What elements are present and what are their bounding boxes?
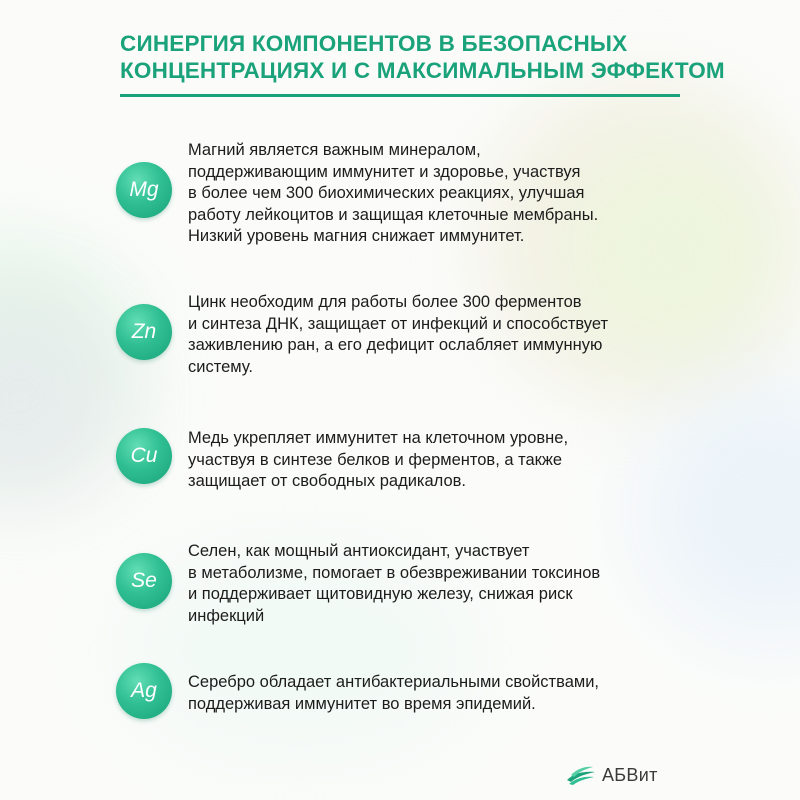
page-title	[120, 30, 740, 84]
mineral-badge-se: Se	[116, 553, 172, 609]
description-line: Магний является важным минералом,	[188, 141, 481, 159]
description-line: Цинк необходим для работы более 300 ферментов	[188, 293, 582, 311]
description-line: защищает от свободных радикалов.	[188, 472, 467, 490]
brand-name: АБВит	[602, 764, 658, 785]
description-line: и поддерживает щитовидную железу, снижая риск	[188, 585, 573, 603]
title-divider	[120, 94, 680, 97]
description-line: инфекций	[188, 606, 265, 625]
description-line: Селен, как мощный антиоксидант, участвует	[188, 542, 530, 560]
mineral-badge-ag: Ag	[116, 663, 172, 719]
mineral-description-se	[188, 541, 708, 627]
leaf-logo-icon	[566, 764, 596, 786]
mineral-badge-mg: Mg	[116, 162, 172, 218]
mineral-description-mg	[188, 140, 708, 248]
description-line: в метаболизме, помогает в обезвреживании токсинов	[188, 563, 601, 582]
mineral-badge-zn: Zn	[116, 304, 172, 360]
page-title-line: КОНЦЕНТРАЦИЯХ И С МАКСИМАЛЬНЫМ ЭФФЕКТОМ	[120, 58, 725, 83]
brand-logo	[566, 764, 658, 786]
mineral-badge-cu: Cu	[116, 428, 172, 484]
description-line: заживлению ран, а его дефицит ослабляет иммунную	[188, 336, 603, 354]
description-line: поддерживая иммунитет во время эпидемий.	[188, 694, 536, 713]
description-line: Серебро обладает антибактериальными свойствами,	[188, 673, 600, 691]
description-line: систему.	[188, 357, 253, 376]
description-line: работу лейкоцитов и защищая клеточные мембраны.	[188, 205, 599, 224]
mineral-description-cu	[188, 428, 708, 493]
description-line: Медь укрепляет иммунитет на клеточном уровне,	[188, 429, 569, 447]
description-line: участвуя в синтезе белков и ферментов, а также	[188, 450, 563, 469]
description-line: Низкий уровень магния снижает иммунитет.	[188, 227, 525, 245]
description-line: и синтеза ДНК, защищает от инфекций и способствует	[188, 314, 609, 333]
description-line: в более чем 300 биохимических реакциях, улучшая	[188, 184, 585, 202]
mineral-description-zn	[188, 292, 708, 378]
description-line: поддерживающим иммунитет и здоровье, участвуя	[188, 162, 581, 181]
mineral-description-ag	[188, 672, 708, 715]
page-title-line: СИНЕРГИЯ КОМПОНЕНТОВ В БЕЗОПАСНЫХ	[120, 31, 628, 56]
